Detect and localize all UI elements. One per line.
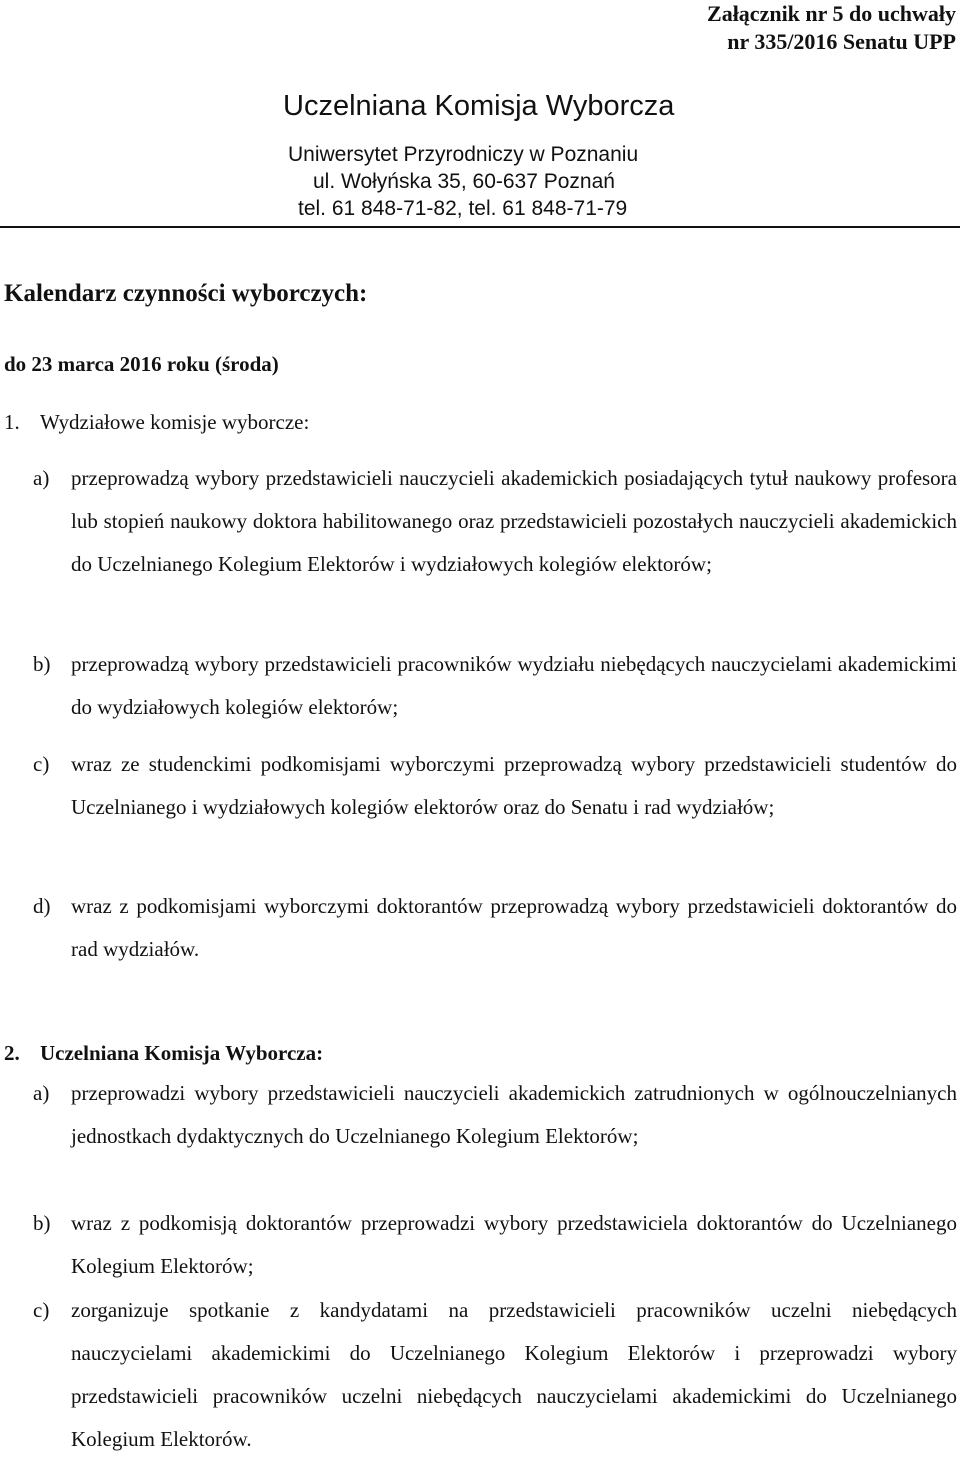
section-1-number: 1. — [4, 410, 20, 434]
list-item — [33, 1289, 957, 1461]
list-item-text: przeprowadzą wybory przedstawicieli pracowników wydziału niebędących nauczycielami akademickimi do wydziałowych kolegiów elektorów; — [71, 652, 957, 719]
page-title: Kalendarz czynności wyborczych: — [4, 280, 368, 307]
list-item-text: zorganizuje spotkanie z kandydatami na przedstawicieli pracowników uczelni niebędących nauczycielami akademickimi do Uczelnianego Kolegium Elektorów i przeprowadzi wybory przedstawicieli pracowników uczelni niebędących nauczycielami akademickimi do Uczelnianego Kolegium Elektorów. — [71, 1298, 957, 1451]
annex-line-2: nr 335/2016 Senatu UPP — [727, 29, 956, 54]
section-2-title — [4, 1039, 323, 1067]
list-item-text: wraz ze studenckimi podkomisjami wyborczymi przeprowadzą wybory przedstawicieli studentów do Uczelnianego i wydziałowych kolegiów elektorów oraz do Senatu i rad wydziałów; — [71, 752, 957, 819]
list-item-letter: c) — [33, 1298, 50, 1322]
list-item-letter: a) — [33, 466, 50, 490]
list-item — [33, 885, 957, 971]
section-2-number: 2. — [4, 1041, 20, 1065]
list-item — [33, 743, 957, 829]
committee-address: ul. Wołyńska 35, 60-637 Poznań — [313, 170, 615, 193]
section-1-label: Wydziałowe komisje wyborcze: — [40, 410, 310, 434]
deadline-date: do 23 marca 2016 roku (środa) — [4, 352, 279, 376]
list-item — [33, 1202, 957, 1288]
list-item-letter: a) — [33, 1081, 50, 1105]
list-item — [33, 643, 957, 729]
annex-line-1: Załącznik nr 5 do uchwały — [707, 1, 956, 26]
university-name: Uniwersytet Przyrodniczy w Poznaniu — [288, 143, 639, 166]
list-item-text: przeprowadzi wybory przedstawicieli nauczycieli akademickich zatrudnionych w ogólnouczelnianych jednostkach dydaktycznych do Uczelnianego Kolegium Elektorów; — [71, 1081, 957, 1148]
list-item — [33, 1072, 957, 1158]
list-item-text: przeprowadzą wybory przedstawicieli nauczycieli akademickich posiadających tytuł naukowy profesora lub stopień naukowy doktora habilitowanego oraz przedstawicieli pozostałych nauczycieli akademickich do Uczelnianego Kolegium Elektorów i wydziałowych kolegiów elektorów; — [71, 466, 957, 576]
list-item-text: wraz z podkomisją doktorantów przeprowadzi wybory przedstawiciela doktorantów do Uczelnianego Kolegium Elektorów; — [71, 1211, 957, 1278]
committee-phones: tel. 61 848-71-82, tel. 61 848-71-79 — [298, 197, 628, 220]
list-item-letter: c) — [33, 752, 50, 776]
list-item-letter: d) — [33, 894, 51, 918]
committee-name: Uczelniana Komisja Wyborcza — [283, 90, 675, 122]
section-2-label: Uczelniana Komisja Wyborcza: — [40, 1041, 324, 1065]
annex-note — [707, 0, 956, 56]
section-1-title — [4, 408, 309, 436]
list-item — [33, 457, 957, 586]
list-item-letter: b) — [33, 1211, 51, 1235]
list-item-text: wraz z podkomisjami wyborczymi doktorantów przeprowadzą wybory przedstawicieli doktorantów do rad wydziałów. — [71, 894, 957, 961]
header-divider — [0, 226, 960, 228]
list-item-letter: b) — [33, 652, 51, 676]
